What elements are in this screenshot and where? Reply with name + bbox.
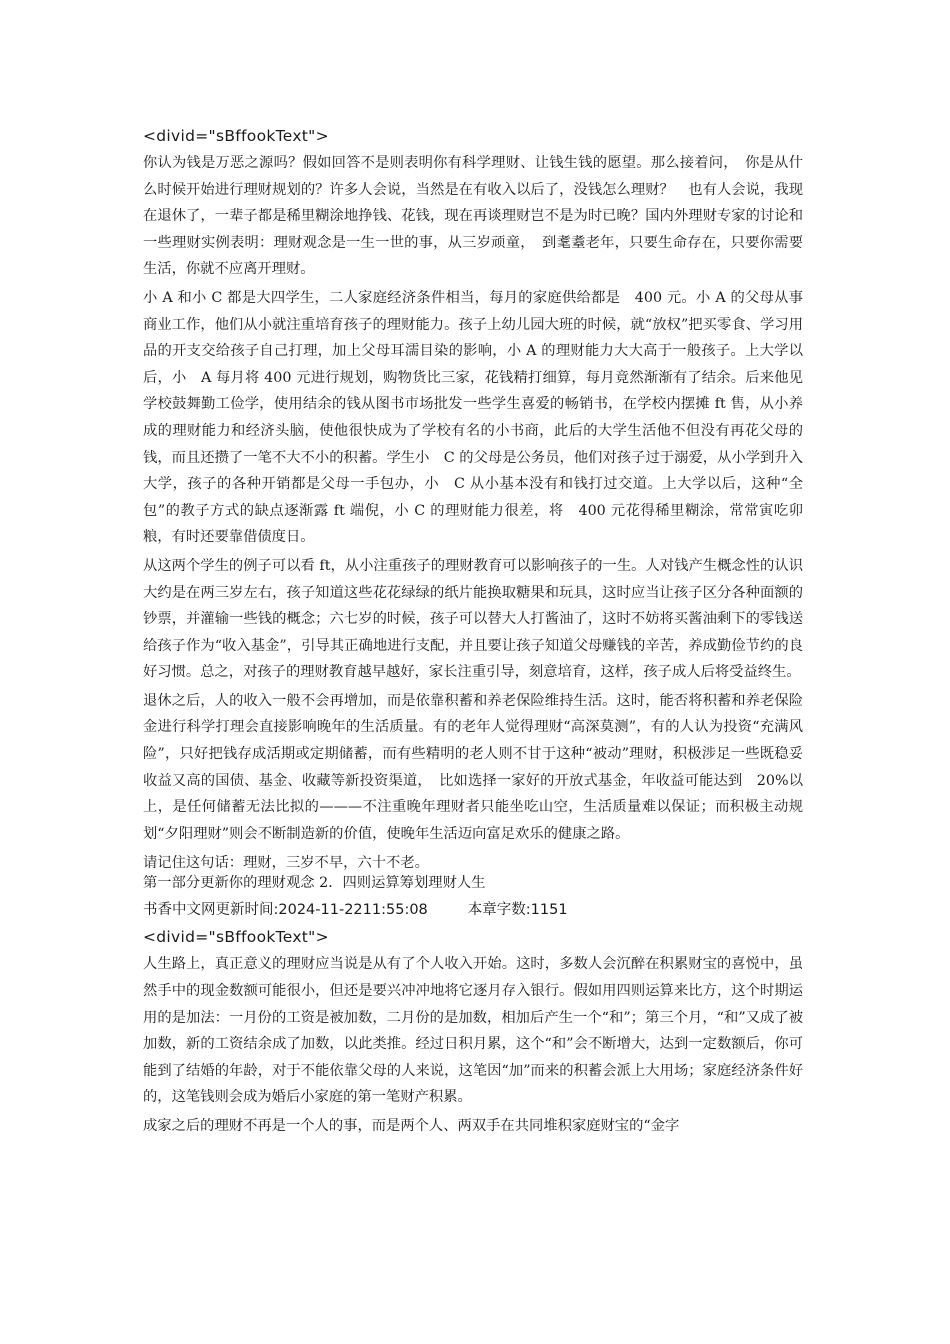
div-tag-text: <divid="sBffookText"> xyxy=(143,928,329,947)
paragraph: 你认为钱是万恶之源吗？假如回答不是则表明你有科学理财、让钱生钱的愿望。那么接着问， 你是从什么时候开始进行理财规划的？许多人会说，当然是在有收入以后了，没钱怎么理财？ 也有人会说，我现在退休了，一辈子都是稀里糊涂地挣钱、花钱，现在再谈理财岂不是为时已晚？国内外理财专家的讨论和一些理财实例表明：理财观念是一生一世的事，从三岁顽童， 到耄耋老年，只要生命存在，只要你需要生活，你就不应离开理财。 xyxy=(143,155,803,278)
div-tag-text: <divid="sBffookText"> xyxy=(143,127,329,145)
chapter-meta xyxy=(143,899,803,921)
paragraph: 从这两个学生的例子可以看 ft，从小注重孩子的理财教育可以影响孩子的一生。人对钱产生概念性的认识大约是在两三岁左右，孩子知道这些花花绿绿的纸片能换取糖果和玩具，这时应当让孩子区分各种面额的钞票，并灌输一些钱的概念；六七岁的时候，孩子可以替大人打酱油了，这时不妨将买酱油剩下的零钱送给孩子作为“收入基金”，引导其正确地进行支配，并且要让孩子知道父母赚钱的辛苦，养成勤俭节约的良好习惯。总之，对孩子的理财教育越早越好，家长注重引导，刻意培育，这样，孩子成人后将受益终生。 xyxy=(143,557,803,681)
paragraph: 小 A 和小 C 都是大四学生，二人家庭经济条件相当，每月的家庭供给都是 400 元。小 A 的父母从事商业工作，他们从小就注重培育孩子的理财能力。孩子上幼儿园大班的时候，就“放权”把买零食、学习用品的开支交给孩子自己打理，加上父母耳濡目染的影响，小 A 的理财能力大大高于一般孩子。上大学以后，小 A 每月将 400 元进行规划，购物货比三家，花钱精打细算，每月竟然渐渐有了结余。后来他见学校鼓舞勤工俭学，使用结余的钱从图书市场批发一些学生喜爱的畅销书，在学校内摆摊 ft 售，从小养成的理财能力和经济头脑，使他很快成为了学校有名的小书商，此后的大学生活他不但没有再花父母的钱，而且还攒了一笔不大不小的积蓄。学生小 C 的父母是公务员，他们对孩子过于溺爱，从小学到升入大学，孩子的各种开销都是父母一手包办，小 C 从小基本没有和钱打过交道。上大学以后，这种“全包”的教子方式的缺点逐渐露 ft 端倪，小 C 的理财能力很差，将 400 元花得稀里糊涂，常常寅吃卯粮，有时还要靠借债度日。 xyxy=(143,289,803,546)
chapter-title: 第一部分更新你的理财观念 2．四则运算筹划理财人生 xyxy=(143,875,486,892)
paragraph: 成家之后的理财不再是一个人的事，而是两个人、两双手在共同堆积家庭财宝的“金字 xyxy=(143,1118,680,1134)
update-time: 书香中文网更新时间:2024-11-2211:55:08 xyxy=(143,902,428,919)
word-count: 本章字数:1151 xyxy=(467,902,568,919)
paragraph: 退休之后，人的收入一般不会再增加，而是依靠积蓄和养老保险维持生活。这时，能否将积蓄和养老保险金进行科学打理会直接影响晚年的生活质量。有的老年人觉得理财“高深莫测”，有的人认为投资“充满风险”，只好把钱存成活期或定期储蓄，而有些精明的老人则不甘于这种“被动”理财，积极涉足一些既稳妥收益又高的国债、基金、收藏等新投资渠道， 比如选择一家好的开放式基金，年收益可能达到 20%以上，是任何储蓄无法比拟的———不注重晚年理财者只能坐吃山空，生活质量难以保证；而积极主动规划“夕阳理财”则会不断制造新的价值，使晚年生活迈向富足欢乐的健康之路。 xyxy=(143,692,803,842)
document-page xyxy=(143,124,803,1142)
paragraph: 人生路上，真正意义的理财应当说是从有了个人收入开始。这时，多数人会沉醉在积累财宝的喜悦中，虽然手中的现金数额可能很小，但还是要兴冲冲地将它逐月存入银行。假如用四则运算来比方，这个时期运用的是加法：一月份的工资是被加数，二月份的是加数，相加后产生一个“和”；第三个月，“和”又成了被加数，新的工资结余成了加数，以此类推。经过日积月累，这个“和”会不断增大，达到一定数额后，你可能到了结婚的年龄，对于不能依靠父母的人来说，这笔因“加”而来的积蓄会派上大用场；家庭经济条件好的，这笔钱则会成为婚后小家庭的第一笔财产积累。 xyxy=(143,956,803,1106)
closing-line: 请记住这句话：理财，三岁不早，六十不老。 xyxy=(143,855,429,872)
